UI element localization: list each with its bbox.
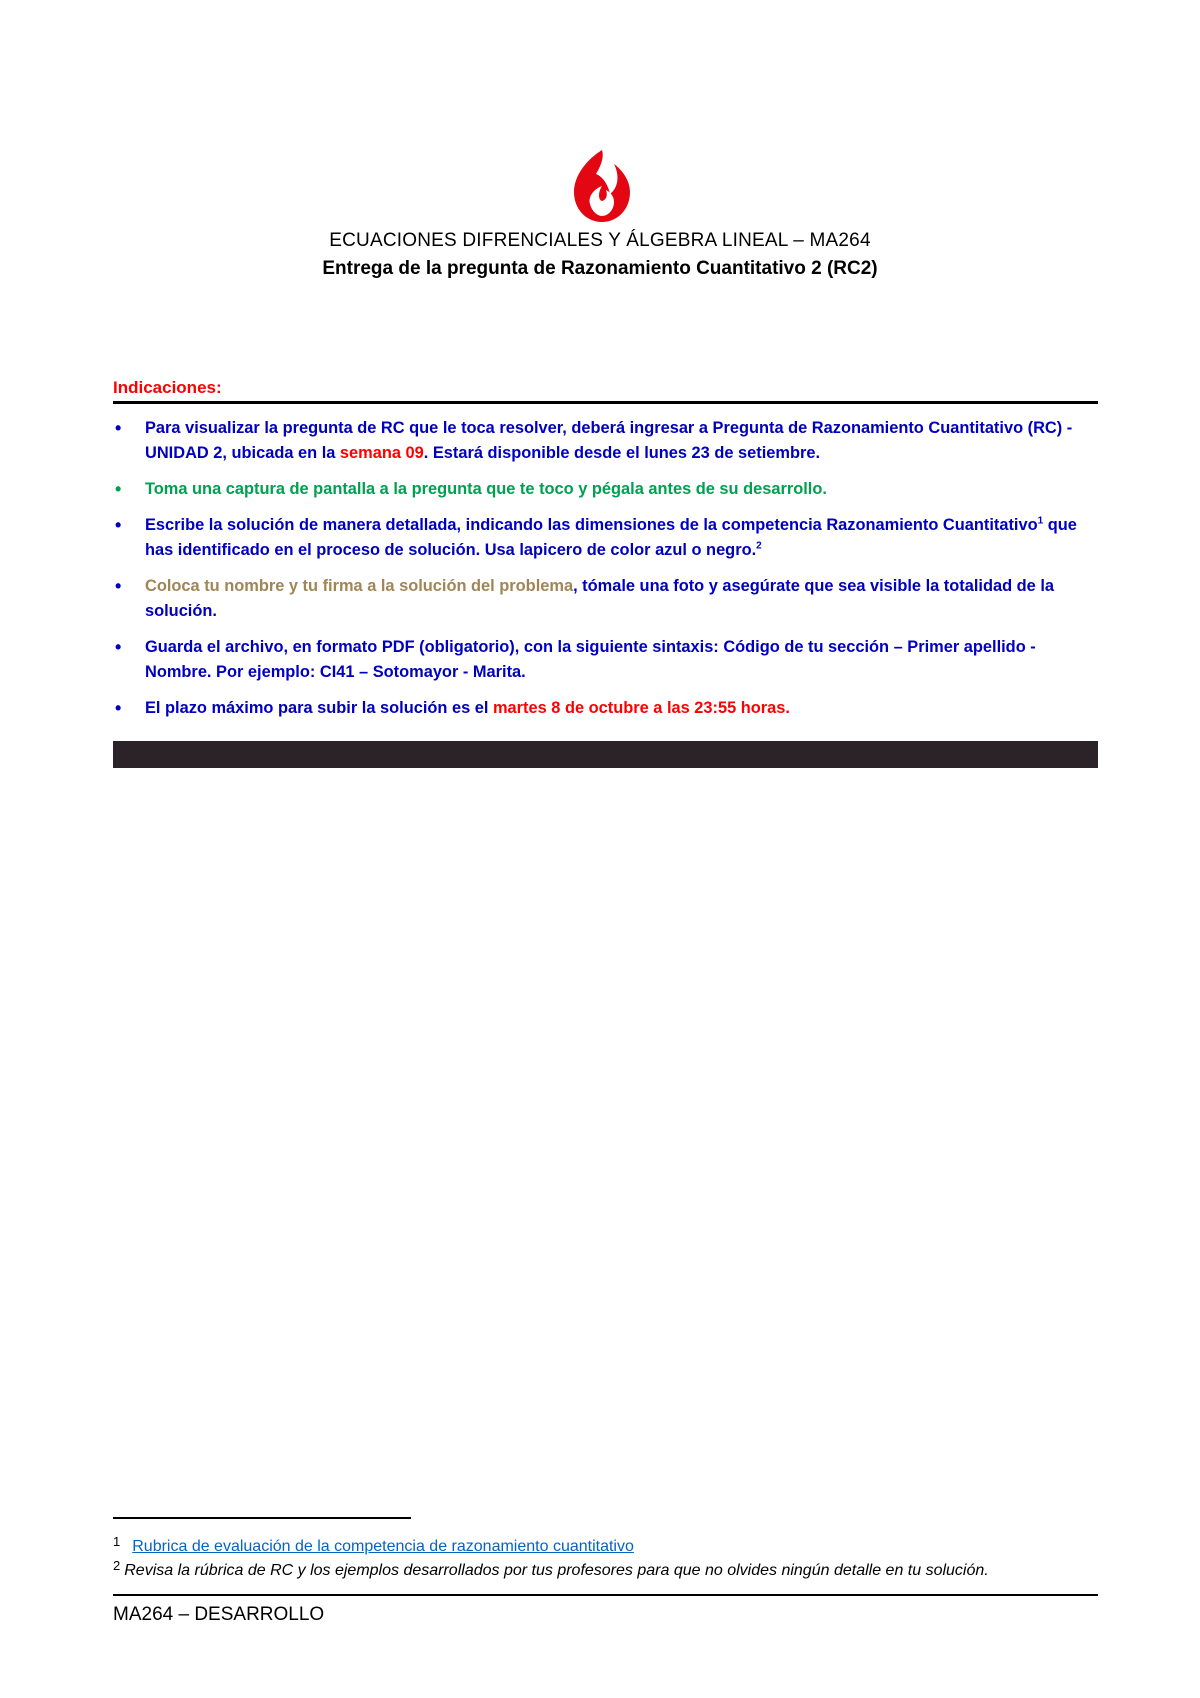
footnote-number: 1 — [113, 1534, 121, 1549]
indications-list — [113, 416, 1098, 732]
list-item: • Toma una captura de pantalla a la pregunta que te toco y pégala antes de su desarrollo. — [113, 477, 1098, 502]
list-item: • El plazo máximo para subir la solución es el martes 8 de octubre a las 23:55 horas. — [113, 696, 1098, 721]
course-title: ECUACIONES DIFRENCIALES Y ÁLGEBRA LINEAL – MA264 — [329, 230, 871, 251]
list-item: • Coloca tu nombre y tu firma a la solución del problema, tómale una foto y asegúrate que sea visible la totalidad de la solución. — [115, 576, 1054, 620]
bullet-icon: • — [115, 418, 122, 438]
indications-label: Indicaciones: — [113, 378, 222, 397]
bullet-icon: • — [115, 698, 122, 718]
document-subtitle: Entrega de la pregunta de Razonamiento Cuantitativo 2 (RC2) — [322, 258, 878, 279]
rubric-link[interactable]: Rubrica de evaluación de la competencia de razonamiento cuantitativo — [132, 1538, 634, 1555]
list-item: • Escribe la solución de manera detallada, indicando las dimensiones de la competencia Razonamiento Cuantitativo$^1$ que has identificado en el proceso de solución. Usa lapicero de color azul o negro.$^2$ — [115, 515, 1077, 559]
bullet-icon: • — [115, 515, 122, 535]
footnote-ref-1[interactable]: 1 — [1037, 515, 1044, 527]
footnote-separator — [113, 1517, 411, 1519]
section-bar — [113, 741, 1098, 768]
list-item: • Para visualizar la pregunta de RC que le toca resolver, deberá ingresar a Pregunta de Razonamiento Cuantitativo (RC) - UNIDAD 2, ubicada en la semana 09. Estará disponible desde el lunes 23 de setiembre. — [115, 418, 1073, 462]
week-highlight: semana 09 — [339, 444, 424, 462]
indications-divider — [113, 401, 1098, 404]
list-item: • Guarda el archivo, en formato PDF (obligatorio), con la siguiente sintaxis: Código de tu sección – Primer apellido - Nombre. Por ejemplo: CI41 – Sotomayor - Marita. — [115, 637, 1036, 681]
upc-logo — [562, 146, 642, 226]
footnote-1 — [113, 1534, 634, 1556]
bullet-icon: • — [115, 479, 122, 499]
footnote-ref-2[interactable]: 2 — [756, 540, 762, 552]
bullet-icon: • — [115, 576, 122, 596]
footnote-2: $^2$ Revisa la rúbrica de RC y los ejemplos desarrollados por tus profesores para que no olvides ningún detalle en tu solución. — [113, 1558, 989, 1579]
footer-divider — [113, 1594, 1098, 1596]
footnote-number: 2 — [113, 1558, 121, 1573]
deadline-highlight: martes 8 de octubre a las 23:55 horas. — [492, 699, 790, 717]
bullet-icon: • — [115, 637, 122, 657]
footer-text: MA264 – DESARROLLO — [113, 1604, 325, 1625]
